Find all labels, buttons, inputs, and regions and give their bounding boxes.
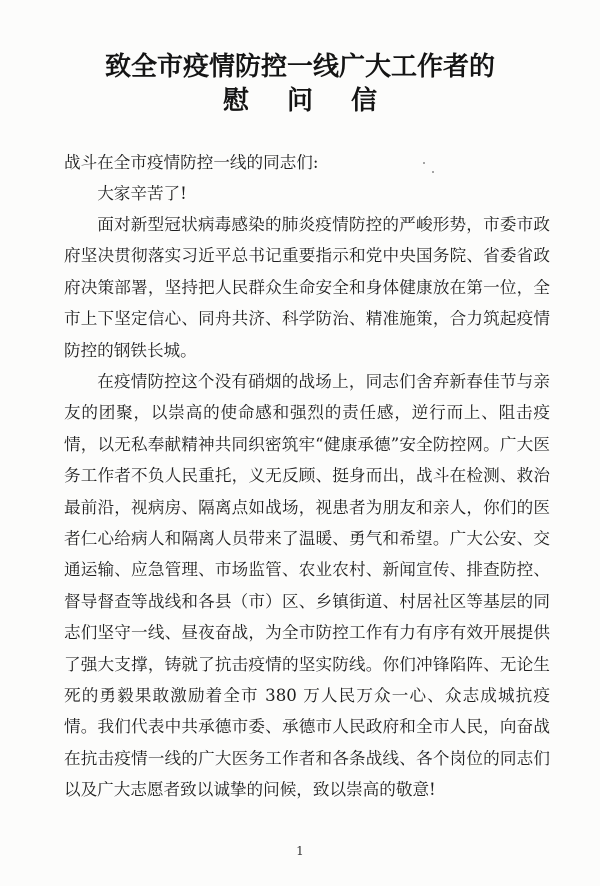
paragraph-1: [64, 178, 550, 209]
page-number: 1: [296, 844, 304, 858]
paragraph-3: [64, 366, 550, 806]
scan-speck: [423, 162, 425, 164]
paragraph-2-text: 面对新型冠状病毒感染的肺炎疫情防控的严峻形势，市委市政府坚决贯彻落实习近平总书记重要指示和党中央国务院、省委省政府决策部署，坚持把人民群众生命安全和身体健康放在第一位，全市上下坚定信心、同舟共济、科学防治、精准施策，合力筑起疫情防控的钢铁长城。: [64, 215, 550, 360]
scan-speck: [432, 171, 434, 173]
paragraph-1-text: 大家辛苦了!: [97, 184, 187, 203]
salutation: 战斗在全市疫情防控一线的同志们:: [64, 153, 319, 172]
title-line-1: 致全市疫情防控一线广大工作者的: [104, 52, 495, 82]
title-line-2: 慰问信: [222, 86, 415, 116]
paragraph-3-text: 在疫情防控这个没有硝烟的战场上，同志们舍弃新春佳节与亲友的团聚，以崇高的使命感和强烈的责任感，逆行而上、阻击疫情，以无私奉献精神共同织密筑牢“健康承德”安全防控网。广大医务工作者不负人民重托，义无反顾、挺身而出，战斗在检测、救治最前沿，视病房、隔离点如战场，视患者为朋友和亲人，你们的医者仁心给病人和隔离人员带来了温暖、勇气和希望。广大公安、交通运输、应急管理、市场监管、农业农村、新闻宣传、排查防控、督导督查等战线和各县（市）区、乡镇街道、村居社区等基层的同志们坚守一线、昼夜奋战，为全市防控工作有力有序有效开展提供了强大支撑，铸就了抗击疫情的坚实防线。你们冲锋陷阵、无论生死的勇毅果敢激励着全市 380 万人民万众一心、众志成城抗疫情。我们代表中共承德市委、承德市人民政府和全市人民，向奋战在抗击疫情一线的广大医务工作者和各条战线、各个岗位的同志们以及广大志愿者致以诚挚的问候，致以崇高的敬意!: [64, 372, 550, 800]
paragraph-2: [64, 209, 550, 366]
